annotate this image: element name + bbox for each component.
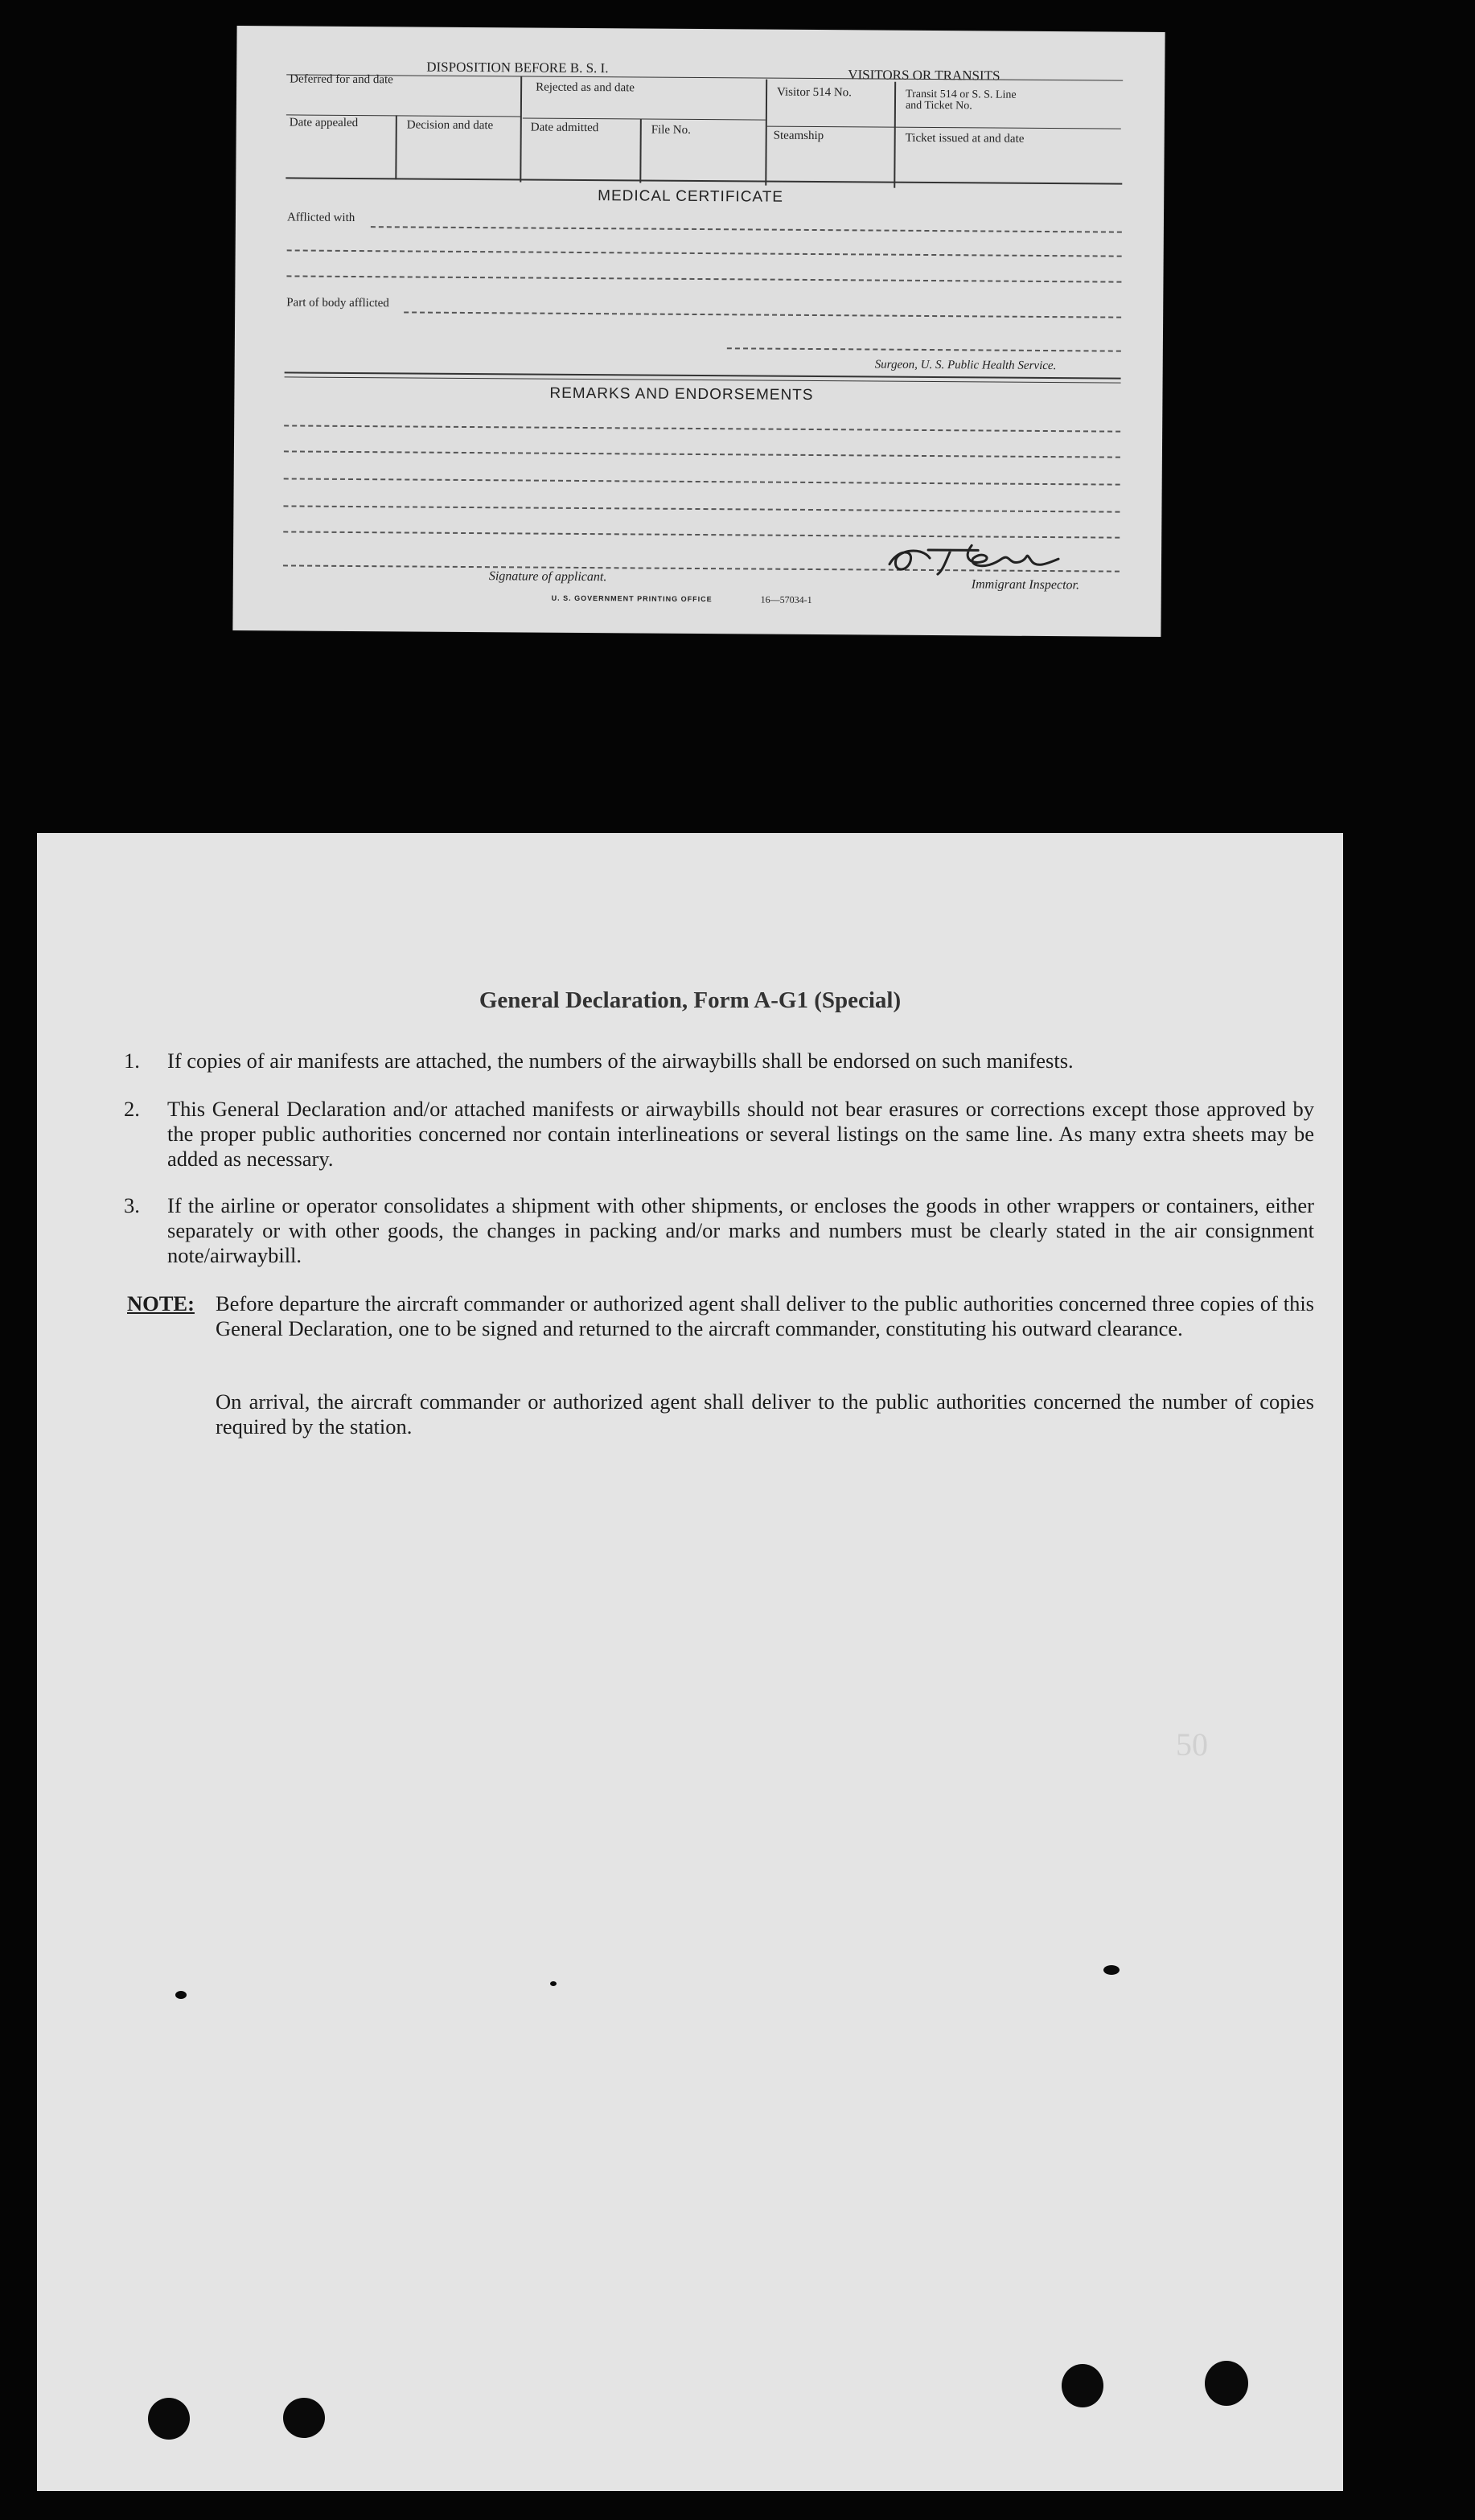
page-title: General Declaration, Form A-G1 (Special) [479, 987, 902, 1013]
speck-mark [175, 1991, 187, 1999]
col-divider-2 [765, 80, 767, 186]
col-divider-1 [520, 76, 522, 182]
note-label: NOTE: [127, 1291, 195, 1315]
field-transit-514-line2: and Ticket No. [905, 99, 972, 113]
signature-applicant-label: Signature of applicant. [488, 569, 607, 585]
medical-certificate-title: MEDICAL CERTIFICATE [598, 187, 784, 206]
remarks-line-4 [283, 505, 1120, 512]
speck-mark [550, 1981, 557, 1986]
row-rule-right [767, 126, 1121, 129]
row-rule-mid [523, 117, 766, 120]
field-deferred: Deferred for and date [290, 72, 393, 87]
remarks-line-1 [284, 425, 1120, 432]
remarks-title: REMARKS AND ENDORSEMENTS [549, 384, 814, 404]
afflicted-line-1 [371, 226, 1122, 233]
field-rejected: Rejected as and date [536, 80, 635, 95]
col-divider-3 [894, 82, 896, 188]
field-transit-514: Transit 514 or S. S. Line [906, 88, 1017, 101]
field-steamship: Steamship [773, 129, 824, 143]
punch-hole-mark [283, 2398, 325, 2438]
col-divider-5 [639, 118, 642, 183]
speck-mark [1103, 1965, 1120, 1975]
col-divider-4 [395, 115, 397, 179]
visitors-header: VISITORS OR TRANSITS [848, 67, 1000, 84]
punch-hole-mark [1062, 2364, 1103, 2407]
punch-hole-mark [148, 2398, 190, 2440]
afflicted-line-3 [286, 275, 1121, 282]
punch-hole-mark [1205, 2361, 1248, 2406]
immigrant-inspector-label: Immigrant Inspector. [971, 577, 1080, 593]
declaration-page [37, 833, 1343, 2491]
remarks-line-2 [284, 450, 1120, 458]
part-of-body-line [404, 311, 1121, 318]
note-block [127, 1291, 1314, 1341]
remarks-line-3 [284, 478, 1120, 485]
field-file-no: File No. [651, 123, 691, 137]
field-date-admitted: Date admitted [530, 121, 599, 135]
disposition-header: DISPOSITION BEFORE B. S. I. [426, 59, 609, 76]
note-paragraph: On arrival, the aircraft commander or authorized agent shall deliver to the public authorities concerned the number of copies required by the station. [216, 1389, 1314, 1439]
instruction-item [124, 1193, 1314, 1268]
field-decision: Decision and date [406, 118, 494, 133]
field-visitor-514: Visitor 514 No. [777, 85, 852, 100]
medical-rule [286, 177, 1122, 184]
item-text: If copies of air manifests are attached, the numbers of the airwaybills shall be endorsed on such manifests. [167, 1049, 1074, 1073]
inspector-signature [881, 526, 1074, 584]
surgeon-label: Surgeon, U. S. Public Health Service. [874, 358, 1057, 373]
field-date-appealed: Date appealed [289, 116, 359, 130]
part-of-body-label: Part of body afflicted [286, 296, 389, 310]
item-number: 3. [124, 1193, 140, 1217]
item-number: 2. [124, 1097, 140, 1121]
instruction-item [124, 1097, 1314, 1172]
immigration-card [232, 26, 1165, 637]
afflicted-with-label: Afflicted with [286, 211, 355, 225]
form-number: 16—57034-1 [760, 593, 812, 605]
note-paragraph: Before departure the aircraft commander or authorized agent shall deliver to the public authorities concerned three copies of this General Declaration, one to be signed and returned to the aircraft commander, constituting his outward clearance. [216, 1291, 1314, 1340]
afflicted-line-2 [287, 249, 1122, 257]
instruction-item [124, 1049, 1314, 1073]
printing-office-footer: U. S. GOVERNMENT PRINTING OFFICE [551, 593, 713, 604]
item-text: If the airline or operator consolidates a shipment with other shipments, or encloses the goods in other wrappers or containers, either separately or with other goods, the changes in packing and/or marks and numbers must be clearly stated in the air consignment note/airwaybill. [167, 1193, 1314, 1267]
item-text: This General Declaration and/or attached manifests or airwaybills should not bear erasures or corrections except those approved by the proper public authorities concerned nor contain interlineations or several listings on the same line. As many extra sheets may be added as necessary. [167, 1097, 1314, 1171]
field-ticket-issued: Ticket issued at and date [905, 131, 1025, 146]
item-number: 1. [124, 1049, 140, 1073]
surgeon-signature-line [727, 347, 1121, 351]
faint-page-number: 50 [1176, 1726, 1208, 1763]
note-block-2 [127, 1389, 1314, 1439]
